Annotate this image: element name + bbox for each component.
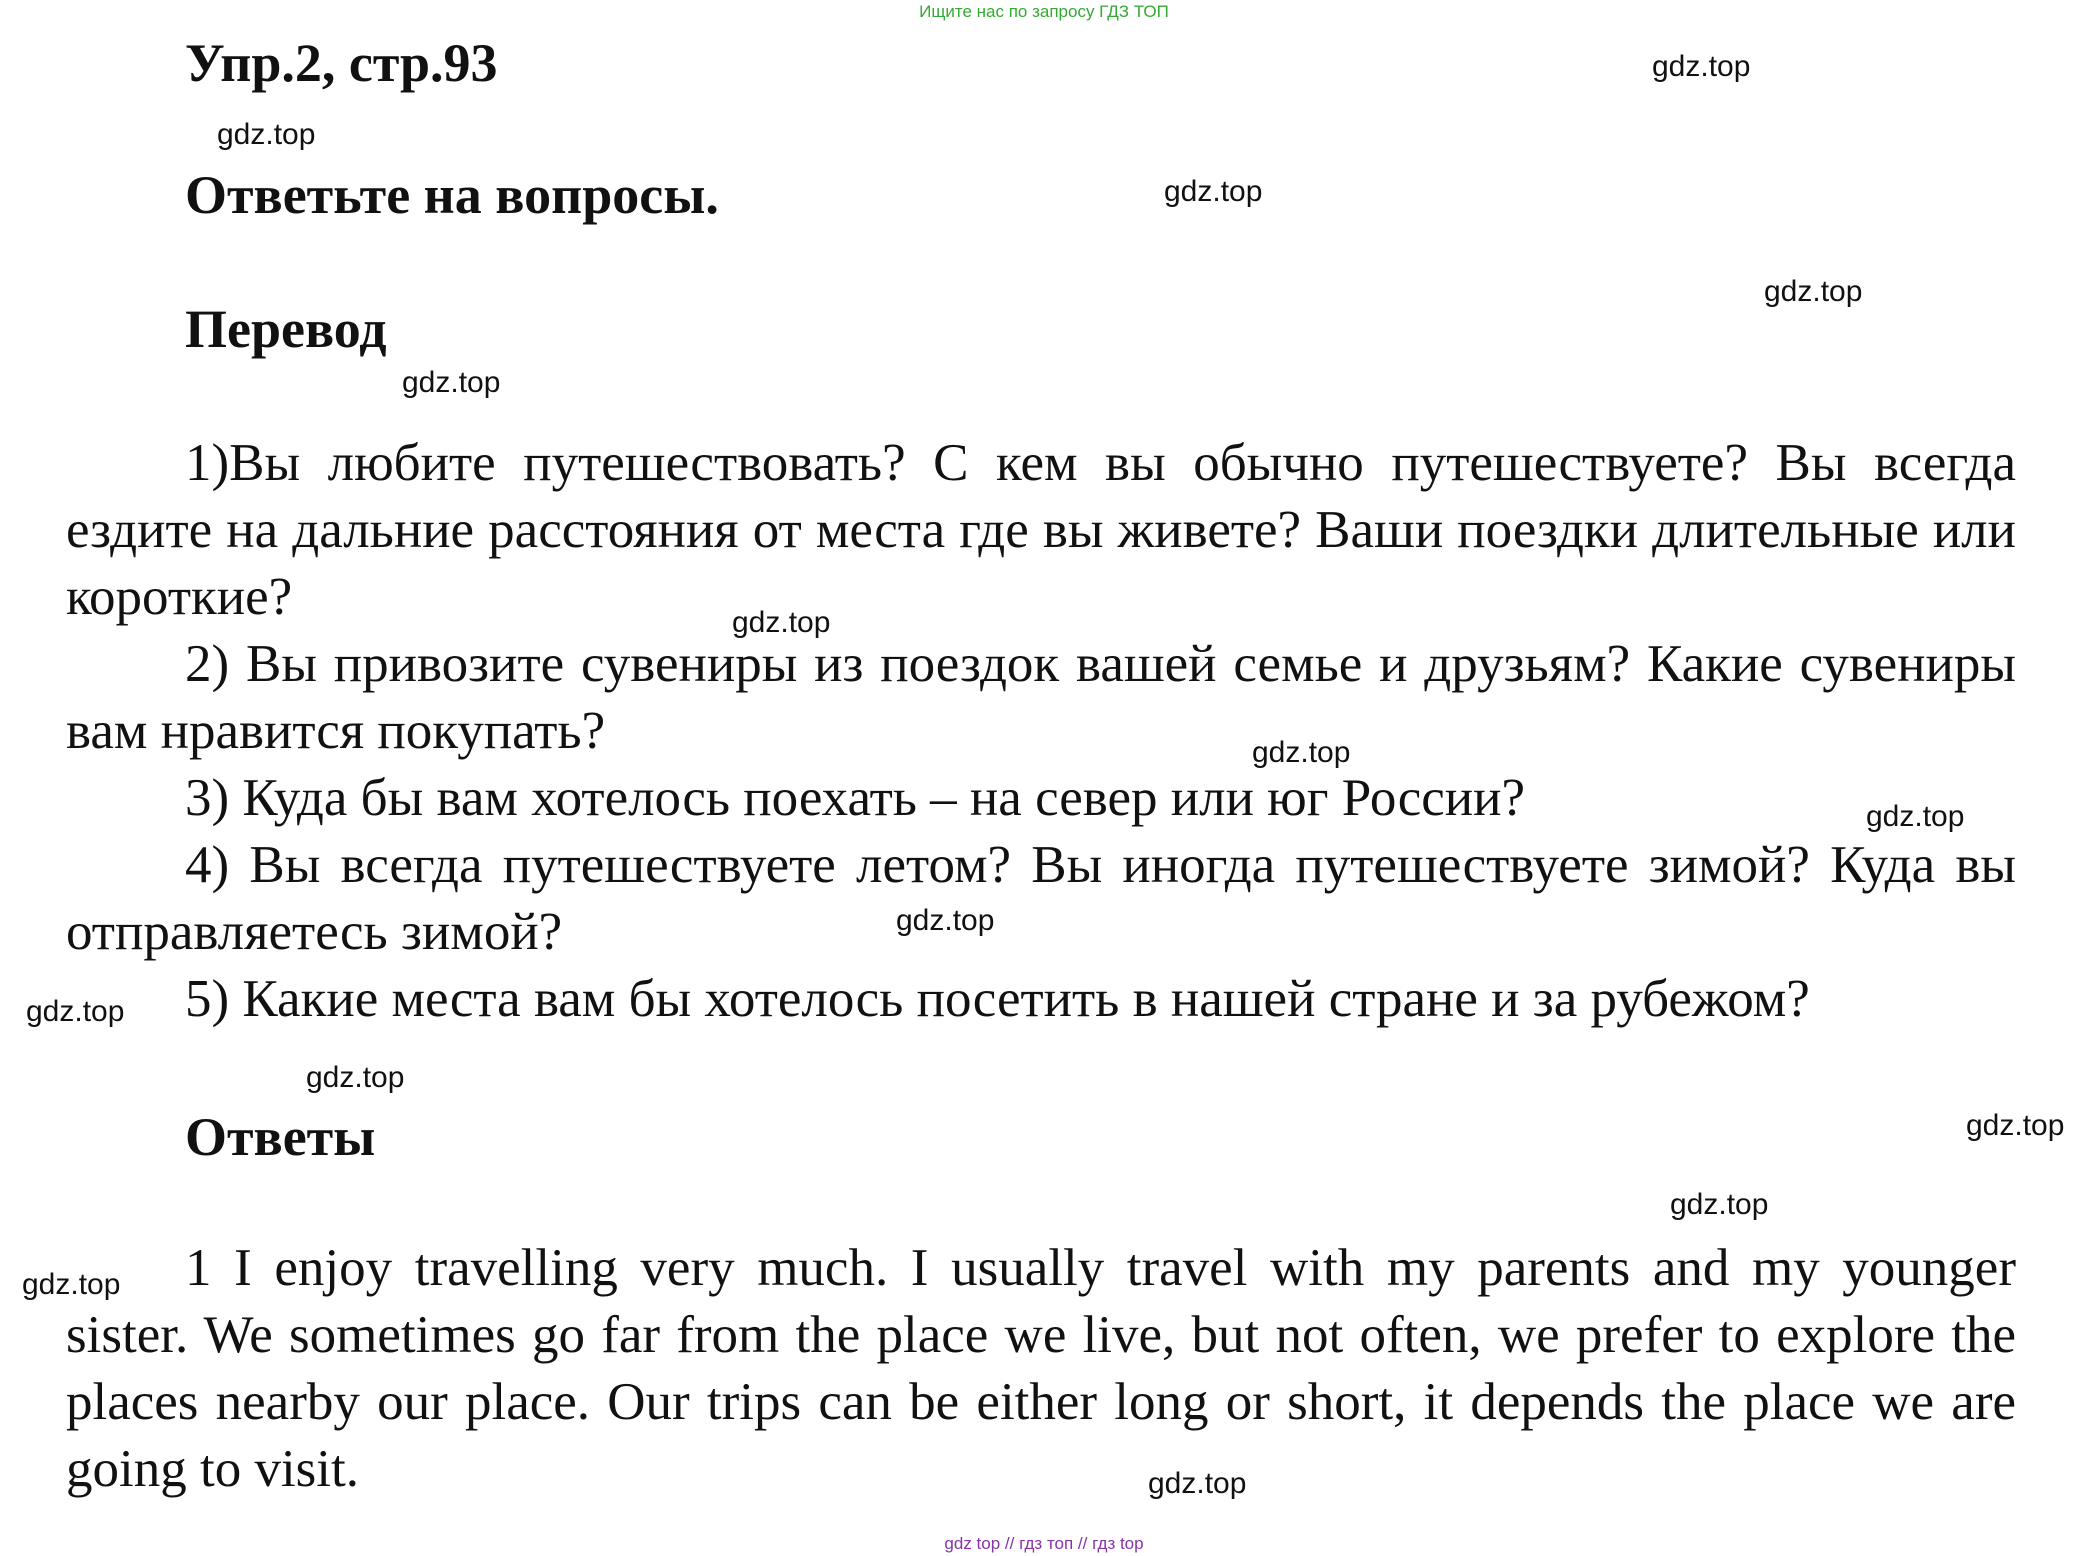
watermark: gdz.top <box>1866 800 1965 833</box>
watermark: gdz.top <box>1670 1188 1769 1221</box>
question-2: 2) Вы привозите сувениры из поездок вашей семье и друзьям? Какие сувениры вам нравится покупать? <box>66 635 2016 760</box>
watermark: gdz.top <box>1966 1109 2065 1142</box>
instruction-heading: Ответьте на вопросы. <box>185 165 719 225</box>
exercise-title: Упр.2, стр.93 <box>185 33 498 93</box>
answers-block <box>66 1235 2016 1503</box>
watermark: gdz.top <box>1252 736 1351 769</box>
question-3: 3) Куда бы вам хотелось поехать – на север или юг России? <box>185 769 1526 827</box>
watermark: gdz.top <box>402 366 501 399</box>
watermark: gdz.top <box>1148 1467 1247 1500</box>
answers-heading: Ответы <box>185 1107 376 1167</box>
watermark: gdz.top <box>732 606 831 639</box>
watermark: gdz.top <box>1652 50 1751 83</box>
translation-heading: Перевод <box>185 299 387 359</box>
questions-block <box>66 430 2016 1033</box>
watermark: gdz.top <box>217 118 316 151</box>
watermark: gdz.top <box>896 904 995 937</box>
question-5: 5) Какие места вам бы хотелось посетить в нашей стране и за рубежом? <box>185 970 1810 1028</box>
watermark: gdz.top <box>1764 275 1863 308</box>
footer-watermark: gdz top // гдз топ // гдз top <box>944 1534 1144 1553</box>
watermark: gdz.top <box>306 1061 405 1094</box>
watermark: gdz.top <box>1164 175 1263 208</box>
watermark: gdz.top <box>22 1268 121 1301</box>
question-4: 4) Вы всегда путешествуете летом? Вы иногда путешествуете зимой? Куда вы отправляетесь зимой? <box>66 836 2016 961</box>
top-banner: Ищите нас по запросу ГДЗ ТОП <box>919 2 1169 21</box>
question-1: 1)Вы любите путешествовать? С кем вы обычно путешествуете? Вы всегда ездите на дальние расстояния от места где вы живете? Ваши поездки длительные или короткие? <box>66 434 2016 626</box>
watermark: gdz.top <box>26 995 125 1028</box>
answer-1: 1 I enjoy travelling very much. I usually travel with my parents and my younger sister. We sometimes go far from the place we live, but not often, we prefer to explore the places nearby our place. Our trips can be either long or short, it depends the place we are going to visit. <box>66 1239 2016 1498</box>
